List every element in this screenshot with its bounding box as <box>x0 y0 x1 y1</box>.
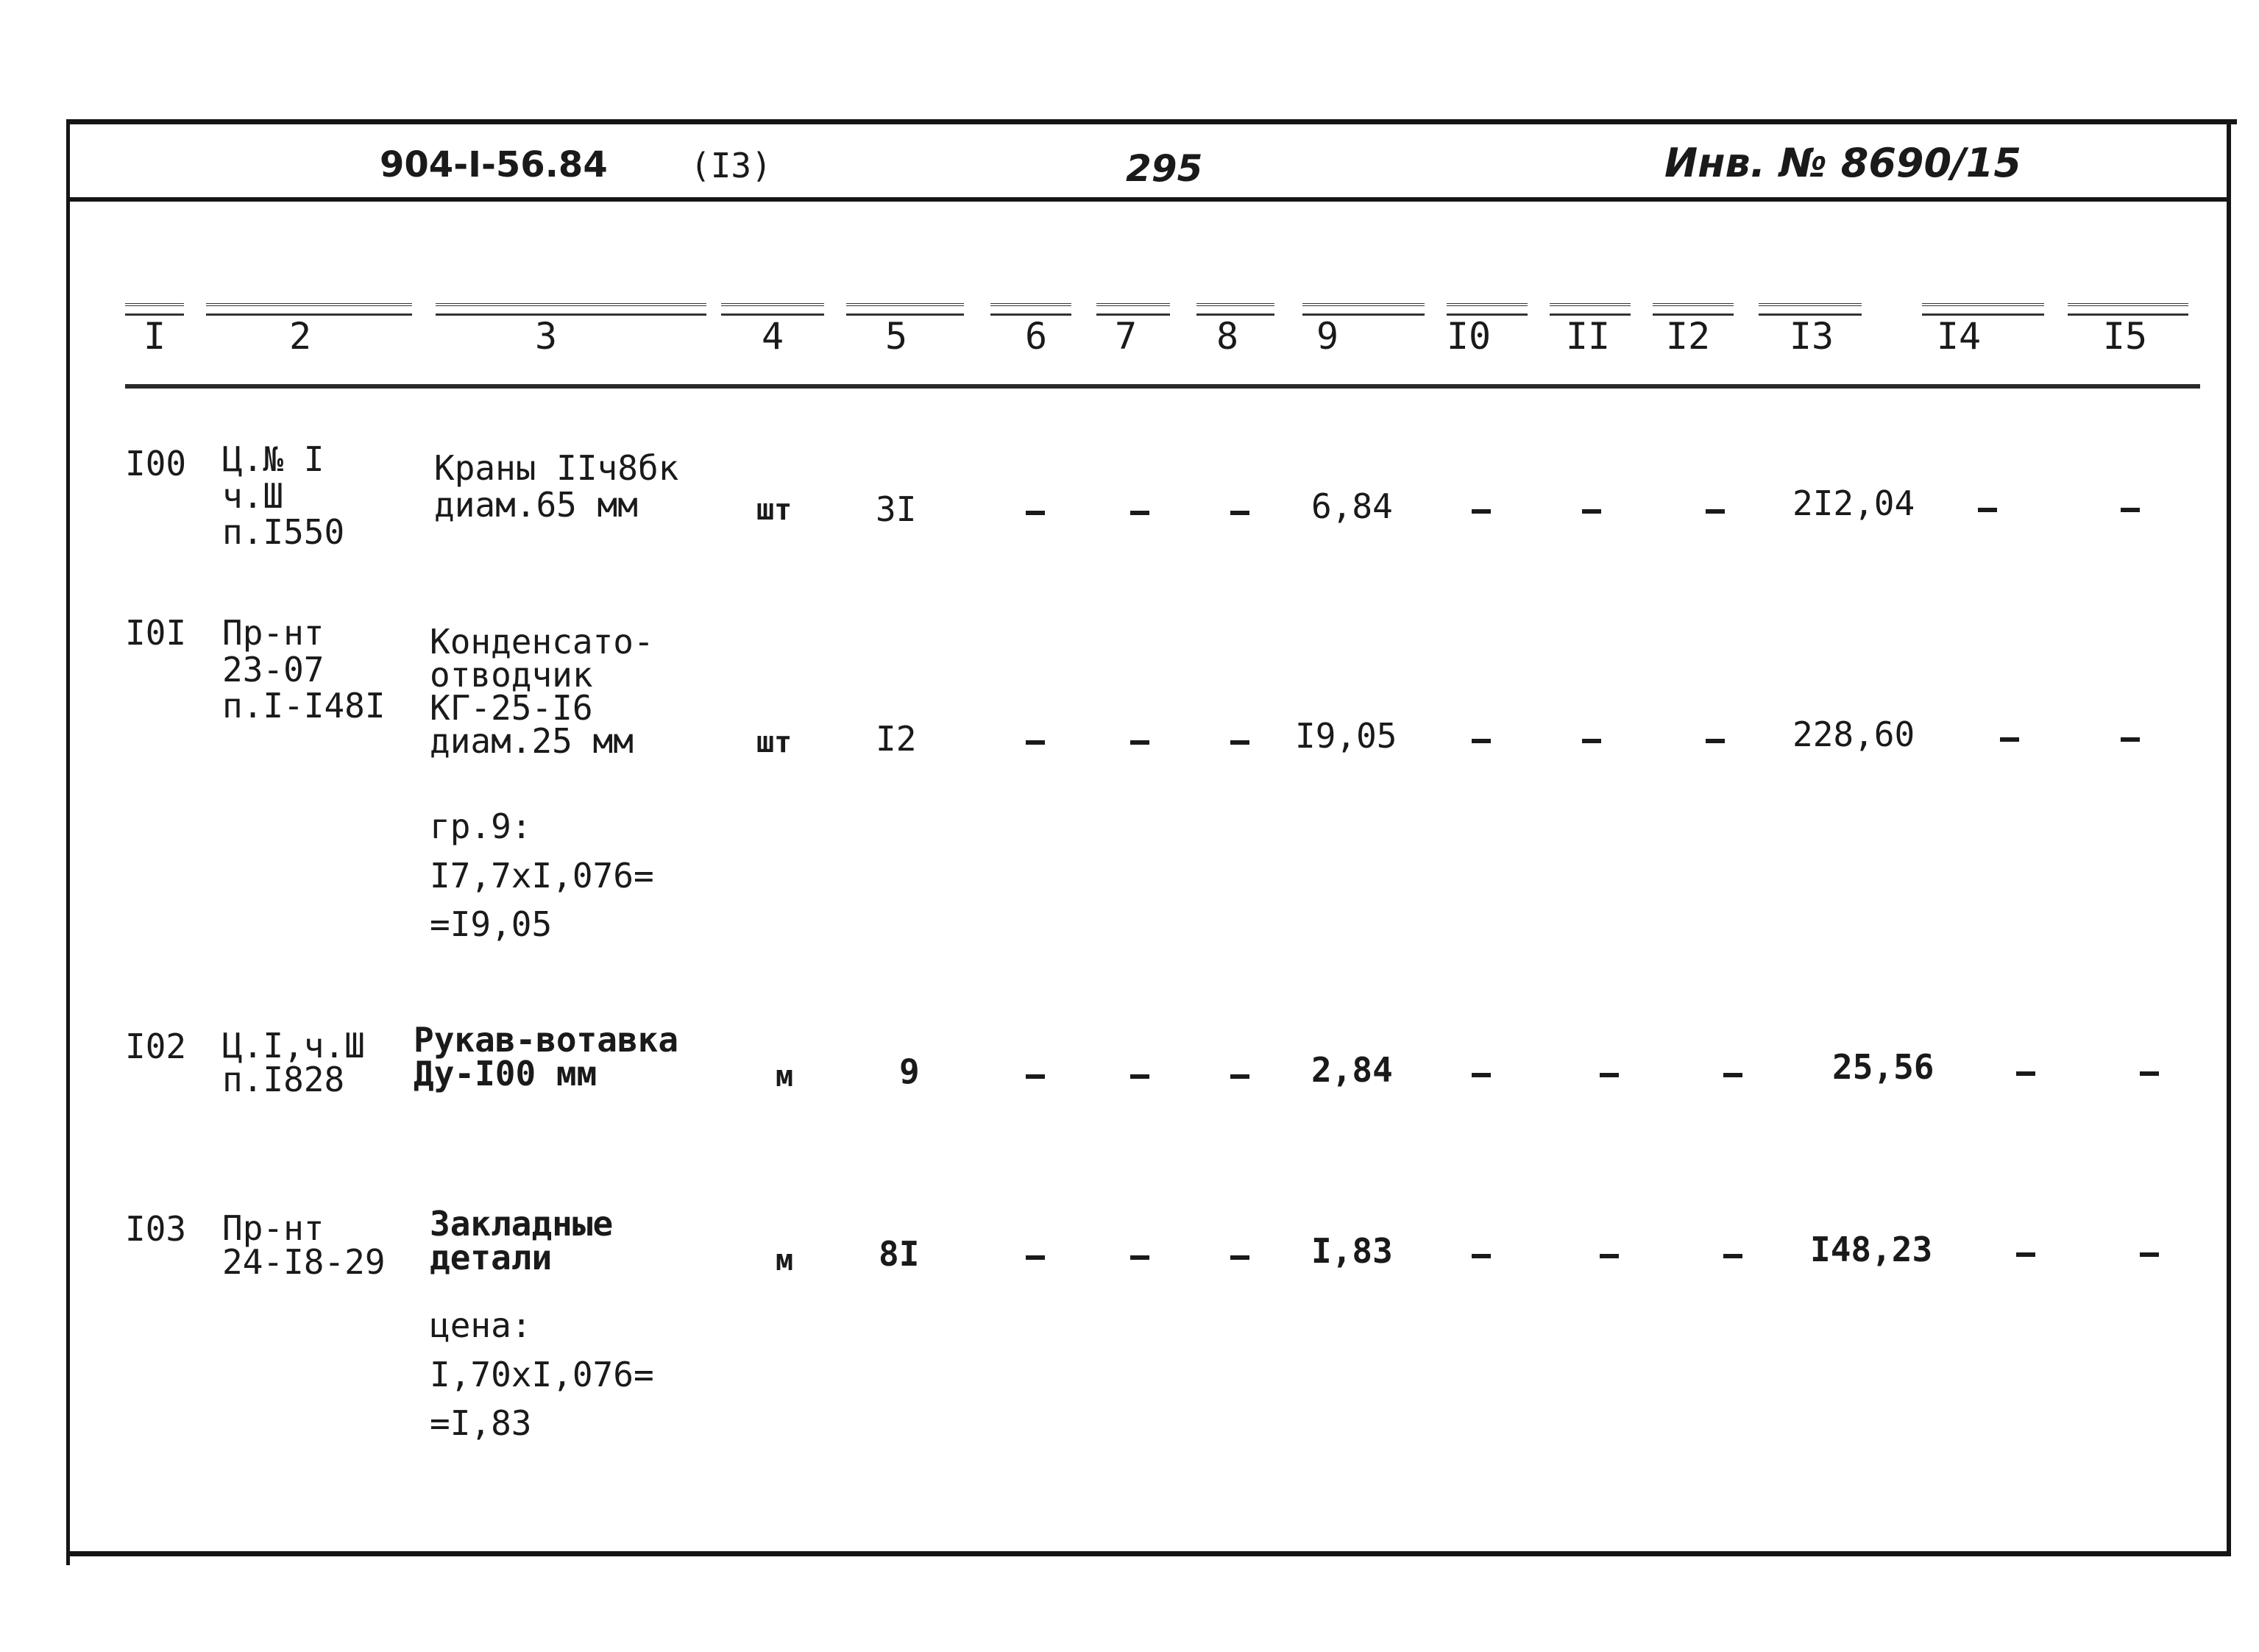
empty-cell-dash <box>1723 1254 1742 1258</box>
empty-cell-dash <box>1706 509 1725 514</box>
column-number: I3 <box>1789 315 1834 358</box>
column-rule <box>1922 303 2044 316</box>
row-total: I48,23 <box>1810 1230 1933 1269</box>
row-number: I0I <box>125 613 187 653</box>
column-number: 7 <box>1114 315 1138 358</box>
inventory-number: Инв. № 8690/15 <box>1664 140 2021 186</box>
empty-cell-dash <box>1472 739 1491 743</box>
column-rule <box>1302 303 1425 316</box>
row-name: Конденсато- отводчик КГ-25-I6 диам.25 мм <box>430 622 654 762</box>
column-rule <box>436 303 706 316</box>
column-rule <box>125 303 184 316</box>
row-quantity: I2 <box>876 719 917 759</box>
column-rule <box>2068 303 2188 316</box>
column-rule <box>1096 303 1170 316</box>
row-name: Закладные детали <box>430 1204 614 1277</box>
column-rule <box>206 303 412 316</box>
empty-cell-dash <box>1978 508 1997 512</box>
empty-cell-dash <box>1706 739 1725 743</box>
sheet-number: (I3) <box>690 146 772 185</box>
row-name: Краны IIч8бк диам.65 мм <box>434 448 679 525</box>
row-price: 2,84 <box>1311 1050 1393 1090</box>
column-rule <box>990 303 1071 316</box>
column-number: 9 <box>1316 315 1339 358</box>
column-rule <box>1653 303 1734 316</box>
empty-cell-dash <box>1230 511 1249 515</box>
row-quantity: 3I <box>876 489 917 529</box>
column-number: 8 <box>1216 315 1239 358</box>
empty-cell-dash <box>1026 740 1045 745</box>
row-unit: шт <box>756 726 792 759</box>
row-name: Рукав-вотавка Ду-I00 мм <box>414 1020 679 1093</box>
column-number: 3 <box>534 315 558 358</box>
column-number: 2 <box>288 315 312 358</box>
column-number: I2 <box>1665 315 1711 358</box>
row-quantity: 8I <box>879 1234 920 1274</box>
empty-cell-dash <box>1026 1255 1045 1260</box>
empty-cell-dash <box>1026 511 1045 515</box>
empty-cell-dash <box>1230 1255 1249 1260</box>
empty-cell-dash <box>2016 1071 2035 1076</box>
column-number: I0 <box>1446 315 1492 358</box>
row-reference: Ц.I,ч.Ш п.I828 <box>222 1026 365 1099</box>
frame-bottom-border <box>68 1551 2231 1556</box>
column-number: I <box>143 315 166 358</box>
row-total: 25,56 <box>1832 1047 1934 1087</box>
column-number: II <box>1565 315 1611 358</box>
page-number: 295 <box>1126 147 1203 190</box>
row-number: I02 <box>125 1027 187 1066</box>
row-quantity: 9 <box>899 1052 920 1091</box>
empty-cell-dash <box>1230 1074 1249 1079</box>
empty-cell-dash <box>1130 511 1149 515</box>
row-price: 6,84 <box>1311 486 1393 526</box>
row-total: 228,60 <box>1792 715 1915 754</box>
column-rule <box>1447 303 1528 316</box>
row-reference: Пр-нт 24-I8-29 <box>222 1208 386 1282</box>
column-rule <box>721 303 824 316</box>
column-rule <box>1759 303 1862 316</box>
empty-cell-dash <box>1723 1073 1742 1077</box>
row-note: цена: I,70xI,076= =I,83 <box>430 1305 654 1444</box>
empty-cell-dash <box>2000 737 2019 742</box>
column-number: 5 <box>884 315 908 358</box>
empty-cell-dash <box>1230 740 1249 745</box>
row-reference: Пр-нт 23-07 п.I-I48I <box>222 613 386 726</box>
document-code: 904-I-56.84 <box>380 144 608 185</box>
column-rule <box>1196 303 1274 316</box>
header-underline <box>125 384 2200 389</box>
row-number: I03 <box>125 1209 187 1249</box>
frame-top-border <box>68 119 2237 124</box>
empty-cell-dash <box>2121 508 2140 512</box>
empty-cell-dash <box>2140 1071 2159 1076</box>
row-unit: м <box>776 1060 794 1093</box>
column-number: I4 <box>1936 315 1982 358</box>
column-rule <box>846 303 964 316</box>
frame-left-border <box>66 119 70 1565</box>
empty-cell-dash <box>1130 740 1149 745</box>
row-unit: м <box>776 1244 794 1277</box>
column-number: 4 <box>761 315 784 358</box>
row-price: I9,05 <box>1295 716 1397 756</box>
row-note: гр.9: I7,7xI,076= =I9,05 <box>430 806 654 945</box>
frame-right-border <box>2227 119 2231 1554</box>
row-reference: Ц.№ I ч.Ш п.I550 <box>222 439 345 553</box>
empty-cell-dash <box>1600 1073 1619 1077</box>
empty-cell-dash <box>1472 1073 1491 1077</box>
empty-cell-dash <box>1026 1074 1045 1079</box>
empty-cell-dash <box>1472 509 1491 514</box>
empty-cell-dash <box>1582 509 1601 514</box>
empty-cell-dash <box>1130 1074 1149 1079</box>
row-unit: шт <box>756 493 792 527</box>
empty-cell-dash <box>2016 1252 2035 1257</box>
empty-cell-dash <box>1582 739 1601 743</box>
empty-cell-dash <box>1472 1254 1491 1258</box>
row-number: I00 <box>125 444 187 483</box>
empty-cell-dash <box>1600 1254 1619 1258</box>
header-divider <box>68 197 2231 202</box>
row-price: I,83 <box>1311 1231 1393 1271</box>
column-rule <box>1550 303 1631 316</box>
empty-cell-dash <box>2140 1252 2159 1257</box>
row-total: 2I2,04 <box>1792 483 1915 523</box>
column-number: I5 <box>2102 315 2148 358</box>
column-number: 6 <box>1024 315 1048 358</box>
empty-cell-dash <box>1130 1255 1149 1260</box>
empty-cell-dash <box>2121 737 2140 742</box>
